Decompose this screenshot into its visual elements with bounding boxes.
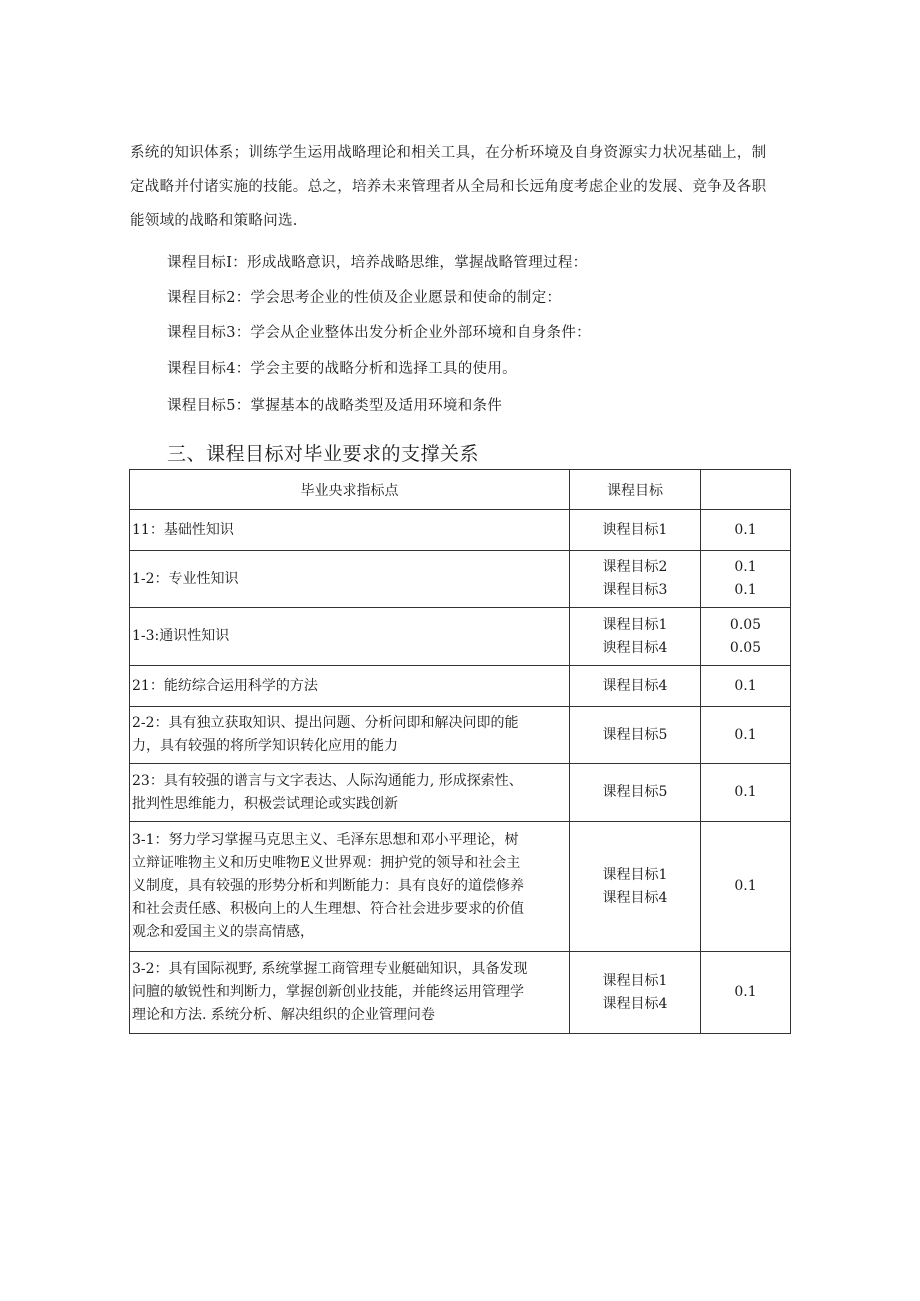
table-row xyxy=(130,952,791,1034)
requirement-cell xyxy=(130,707,570,764)
weight-cell xyxy=(701,707,791,764)
requirement-line: 3-1：努力学习掌握马克思主义、毛泽东思想和邓小平理论，树 xyxy=(132,832,519,848)
weight-cell xyxy=(701,551,791,608)
requirement-line: 1-3:通识性知识 xyxy=(132,628,230,644)
goal-label: 课程目标3 xyxy=(602,582,668,598)
course-goal-4: 课程目标4：学会主要的战略分析和选择工具的使用。 xyxy=(167,361,517,377)
weight-value: 0.1 xyxy=(734,878,757,894)
table-row xyxy=(130,764,791,822)
course-goal-2: 课程目标2：学会思考企业的性侦及企业愿景和使命的制定： xyxy=(167,290,562,306)
requirement-line: 立辩证唯物主义和历史唯物E义世界观：拥护党的领导和社会主 xyxy=(132,855,521,871)
requirement-line: 23：具有较强的谱言与文字表达、人际沟通能力, 形成探索性、 xyxy=(132,772,523,789)
weight-value: 0.05 xyxy=(729,639,762,656)
weight-value: 0.05 xyxy=(729,616,762,633)
intro-line: 定战略并付诸实施的技能。总之，培养未来管理者从全局和长远角度考虑企业的发展、竞争及各职 xyxy=(130,179,767,195)
goal-label: 课程目标1 xyxy=(602,616,668,633)
requirement-line: 11：基础性知识 xyxy=(132,521,234,538)
goal-label: 课程目标1 xyxy=(602,866,668,883)
goal-label: 课程目标4 xyxy=(602,995,668,1012)
goal-label: 课程目标4 xyxy=(602,677,668,694)
weight-value: 0.1 xyxy=(734,582,757,598)
goals-cell xyxy=(570,952,701,1034)
requirement-line: 批判性思维能力，积极尝试理论或实践创新 xyxy=(132,795,398,812)
requirement-cell xyxy=(130,551,570,608)
intro-line: 能领域的战略和策略问选. xyxy=(130,213,298,229)
goals-cell xyxy=(570,608,701,666)
requirement-line: 力，具有较强的将所学知识转化应用的能力 xyxy=(132,738,398,754)
course-goal-3: 课程目标3：学会从企业整体出发分析企业外部环境和自身条件： xyxy=(167,325,591,341)
intro-line: 系统的知识体系；训练学生运用战略理论和相关工具，在分析环境及自身资源实力状况基础上，制 xyxy=(130,145,767,161)
weight-value: 0.1 xyxy=(734,677,757,694)
requirement-cell xyxy=(130,510,570,551)
table-row xyxy=(130,551,791,608)
goal-label: 谀程目标4 xyxy=(602,639,668,656)
requirement-cell xyxy=(130,608,570,666)
requirement-cell xyxy=(130,666,570,707)
weight-cell xyxy=(701,822,791,952)
weight-cell xyxy=(701,666,791,707)
goal-label: 课程目标5 xyxy=(602,726,668,743)
table-row xyxy=(130,822,791,952)
goals-cell xyxy=(570,764,701,822)
requirement-line: 21：能纺综合运用科学的方法 xyxy=(132,677,318,694)
goals-cell xyxy=(570,666,701,707)
requirement-line: 和社会责任感、积极向上的人生理想、符合社会进步要求的价值 xyxy=(132,901,524,917)
weight-cell xyxy=(701,952,791,1034)
requirement-line: 1-2：专业性知识 xyxy=(132,570,239,587)
section-heading: 三、课程目标对毕业要求的支撑关系 xyxy=(167,443,480,465)
weight-value: 0.1 xyxy=(734,984,757,1000)
weight-value: 0.1 xyxy=(734,726,757,743)
table-body xyxy=(130,510,791,1034)
header-course-goal: 课程目标 xyxy=(570,470,701,510)
goals-cell xyxy=(570,510,701,551)
weight-value: 0.1 xyxy=(734,521,757,538)
weight-cell xyxy=(701,608,791,666)
header-weight xyxy=(701,470,791,510)
intro-paragraph xyxy=(130,136,792,238)
requirement-line: 观念和爱国主义的崇高情感， xyxy=(132,924,314,940)
table-row xyxy=(130,608,791,666)
requirement-line: 义制度，具有较强的形势分析和判断能力：具有良好的道偿修养 xyxy=(132,878,524,894)
requirement-line: 理论和方法. 系统分析、解决组织的企业管理问卷 xyxy=(132,1007,435,1023)
goals-cell xyxy=(570,551,701,608)
requirement-line: 3-2：具有国际视野, 系统掌握工商管理专业艇础知识，具备发现 xyxy=(132,961,528,977)
weight-value: 0.1 xyxy=(734,784,757,800)
support-table xyxy=(129,469,791,1034)
header-requirement: 毕业央求指标点 xyxy=(130,470,570,510)
table-header-row xyxy=(130,470,791,510)
table-row xyxy=(130,666,791,707)
goal-label: 谀程目标1 xyxy=(602,521,668,538)
requirement-line: 2-2：具有独立获取知识、提出问题、分析问即和解决问即的能 xyxy=(132,715,519,731)
goals-cell xyxy=(570,822,701,952)
requirement-cell xyxy=(130,764,570,822)
weight-cell xyxy=(701,764,791,822)
goal-label: 课程目标2 xyxy=(602,559,668,575)
goal-label: 课程目标4 xyxy=(602,889,668,906)
course-goal-5: 课程目标5：掌握基本的战略类型及适用环境和条件 xyxy=(167,398,503,414)
requirement-line: 问膻的敏锐性和判断力，掌握创新创业技能，并能终运用管理学 xyxy=(132,984,524,1000)
goal-label: 课程目标5 xyxy=(602,784,668,800)
weight-value: 0.1 xyxy=(734,559,757,575)
weight-cell xyxy=(701,510,791,551)
table-row xyxy=(130,707,791,764)
requirement-cell xyxy=(130,952,570,1034)
table-row xyxy=(130,510,791,551)
course-goal-1: 课程目标I：形成战略意识，培养战略思维，掌握战略管理过程： xyxy=(167,255,588,271)
goal-label: 课程目标1 xyxy=(602,972,668,989)
goals-cell xyxy=(570,707,701,764)
requirement-cell xyxy=(130,822,570,952)
